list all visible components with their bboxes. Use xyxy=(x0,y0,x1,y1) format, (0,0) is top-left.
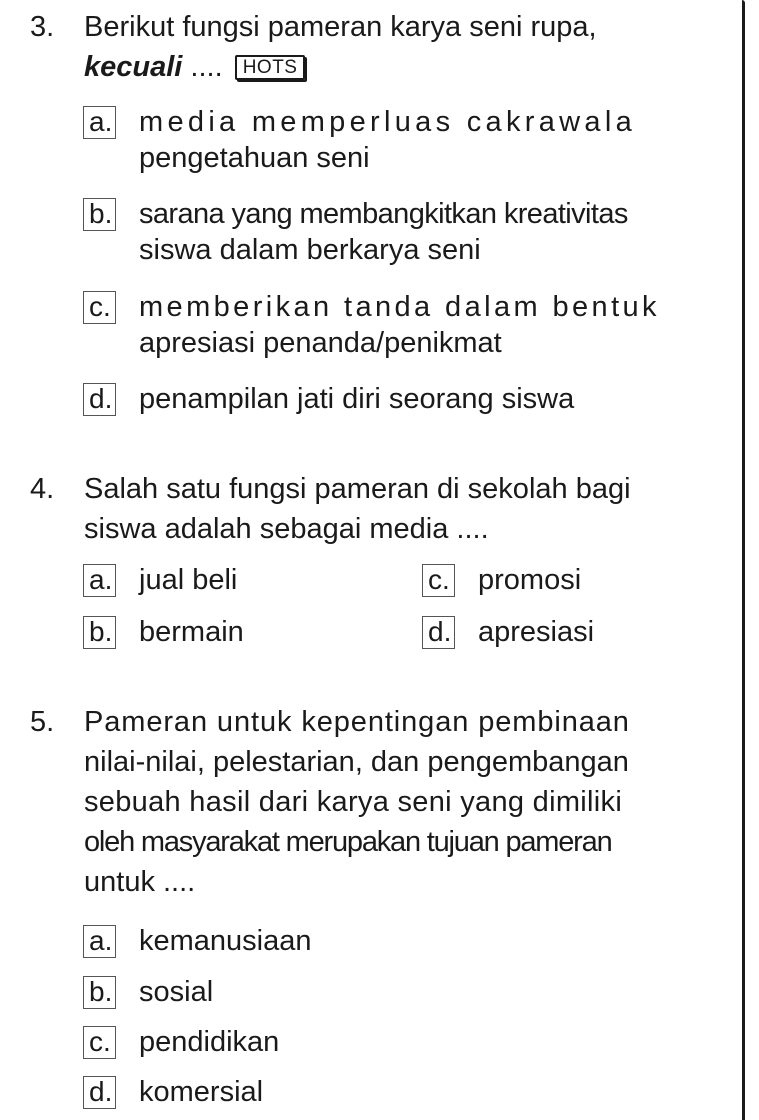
option-text: pendidikan xyxy=(139,1026,280,1058)
question-number: 5. xyxy=(30,706,55,738)
question-number: 4. xyxy=(30,473,55,505)
option-letter-box: c. xyxy=(83,1026,116,1059)
option-text: promosi xyxy=(478,564,582,596)
option-letter-box: a. xyxy=(83,564,116,597)
option-letter-box: d. xyxy=(83,383,116,416)
option-letter-box: b. xyxy=(83,198,116,231)
option-letter-box: c. xyxy=(83,291,116,324)
question-text-line: untuk .... xyxy=(84,866,196,898)
question-text-line: nilai-nilai, pelestarian, dan pengembangan xyxy=(84,746,629,778)
option-letter-box: a. xyxy=(83,106,116,139)
question-text-line: sebuah hasil dari karya seni yang dimiliki xyxy=(84,786,623,818)
option-text: sarana yang membangkitkan kreativitas xyxy=(139,198,628,230)
option-text: media memperluas cakrawala xyxy=(139,106,637,138)
option-text: komersial xyxy=(139,1076,264,1108)
option-text: bermain xyxy=(139,616,244,648)
option-text: pengetahuan seni xyxy=(139,142,370,174)
option-letter-box: b. xyxy=(83,616,116,649)
option-text: apresiasi penanda/penikmat xyxy=(139,327,502,359)
option-text: kemanusiaan xyxy=(139,925,312,957)
question-ellipsis: .... xyxy=(182,51,223,83)
question-text-line: oleh masyarakat merupakan tujuan pameran xyxy=(84,826,612,858)
option-text: jual beli xyxy=(139,564,238,596)
page-border-right xyxy=(742,0,745,1120)
option-letter-box: c. xyxy=(422,564,455,597)
option-text: siswa dalam berkarya seni xyxy=(139,234,481,266)
option-letter-box: b. xyxy=(83,976,116,1009)
question-text-line: Berikut fungsi pameran karya seni rupa, xyxy=(84,11,597,43)
hots-badge: HOTS xyxy=(235,55,306,80)
option-text: sosial xyxy=(139,976,214,1008)
option-letter-box: d. xyxy=(422,616,455,649)
question-text-line: siswa adalah sebagai media .... xyxy=(84,513,489,545)
question-text-line xyxy=(84,48,756,86)
option-letter-box: d. xyxy=(83,1076,116,1109)
question-text-line: Salah satu fungsi pameran di sekolah bagi xyxy=(84,473,631,505)
option-text: memberikan tanda dalam bentuk xyxy=(139,291,660,323)
option-text: apresiasi xyxy=(478,616,595,648)
emphasis-kecuali: kecuali xyxy=(84,51,183,83)
question-number: 3. xyxy=(30,11,55,43)
question-text-line: Pameran untuk kepentingan pembinaan xyxy=(84,706,630,738)
option-letter-box: a. xyxy=(83,925,116,958)
option-text: penampilan jati diri seorang siswa xyxy=(139,383,575,415)
